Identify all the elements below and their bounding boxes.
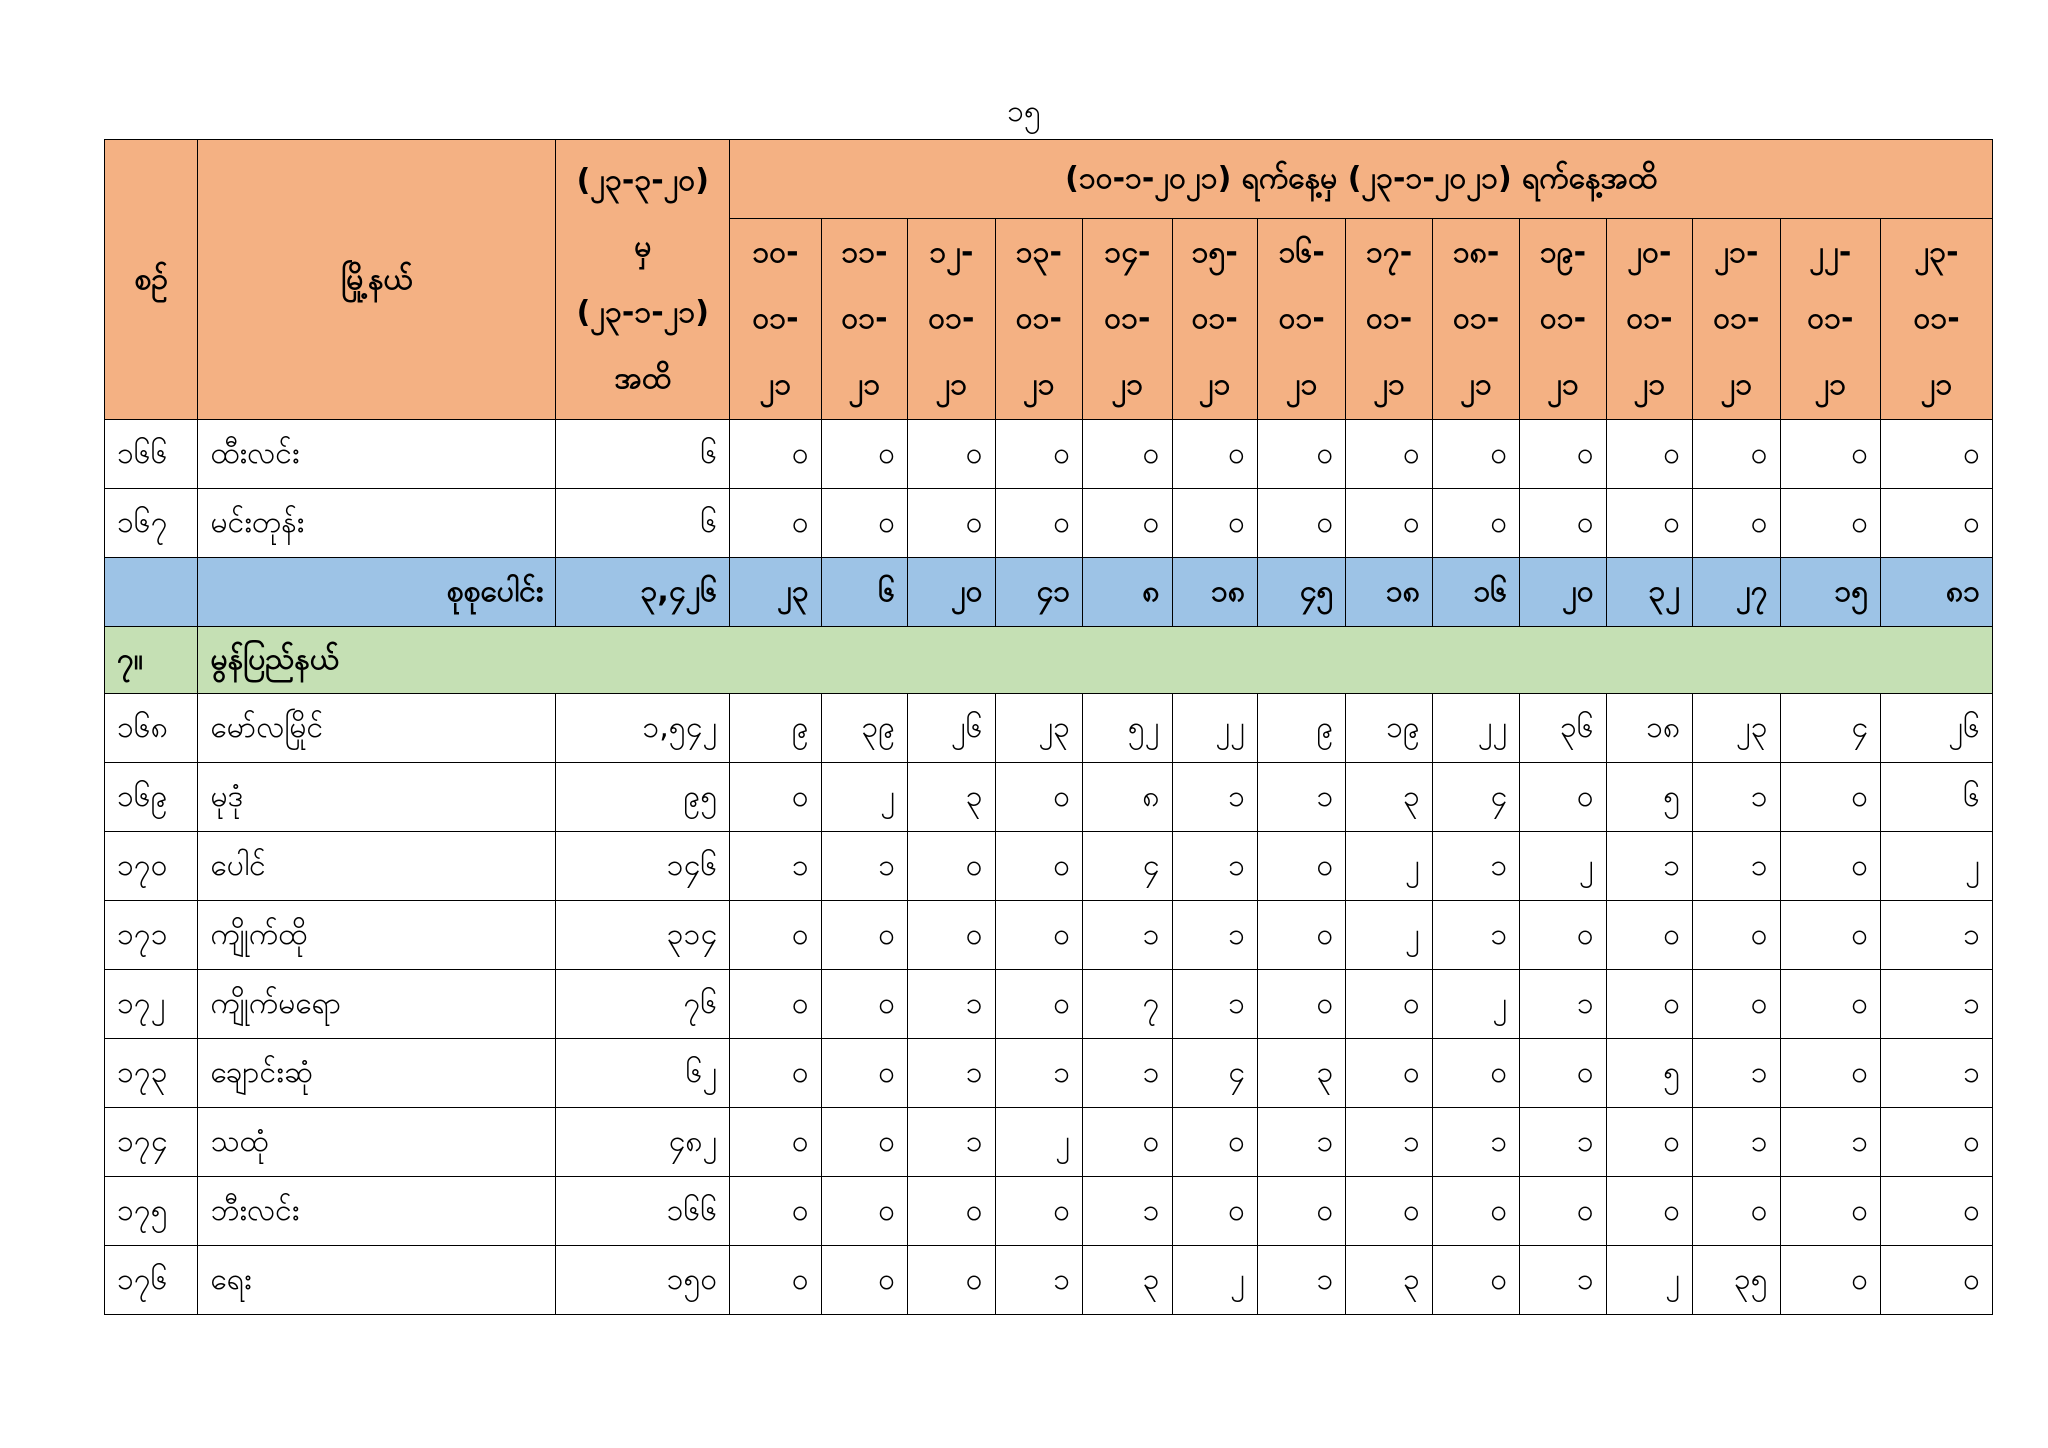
row-daily-value: ၀ — [1346, 489, 1432, 558]
row-daily-value: ၁ — [1881, 970, 1993, 1039]
header-township: မြို့နယ် — [198, 140, 556, 420]
row-daily-value: ၁ — [1780, 1108, 1881, 1177]
total-sn — [105, 558, 198, 627]
row-township: ကျိုက်မရော — [198, 970, 556, 1039]
row-daily-value: ၁ — [1083, 1039, 1172, 1108]
row-daily-value: ၀ — [1606, 901, 1692, 970]
row-township: ချောင်းဆုံ — [198, 1039, 556, 1108]
row-daily-value: ၁ — [1520, 1246, 1606, 1315]
row-daily-value: ၁၉ — [1346, 694, 1432, 763]
row-daily-value: ၀ — [1432, 489, 1519, 558]
table-row — [105, 970, 1993, 1039]
row-daily-value: ၀ — [1432, 1039, 1519, 1108]
row-daily-value: ၀ — [821, 970, 907, 1039]
row-sn: ၁၇၂ — [105, 970, 198, 1039]
row-daily-value: ၁ — [1693, 763, 1780, 832]
row-daily-value: ၀ — [908, 420, 995, 489]
row-daily-value: ၀ — [1172, 1177, 1257, 1246]
row-daily-value: ၀ — [730, 420, 821, 489]
total-daily-value: ၁၆ — [1432, 558, 1519, 627]
row-daily-value: ၀ — [1780, 832, 1881, 901]
row-daily-value: ၀ — [730, 1177, 821, 1246]
row-daily-value: ၀ — [1346, 970, 1432, 1039]
row-daily-value: ၀ — [1606, 970, 1692, 1039]
row-daily-value: ၀ — [908, 1246, 995, 1315]
row-daily-value: ၀ — [1257, 1177, 1345, 1246]
row-cumulative-total: ၇၆ — [556, 970, 730, 1039]
row-township: ဘီးလင်း — [198, 1177, 556, 1246]
row-daily-value: ၀ — [908, 832, 995, 901]
row-daily-value: ၁ — [1520, 1108, 1606, 1177]
header-date: ၁၇- ၀၁- ၂၁ — [1346, 219, 1432, 420]
row-daily-value: ၀ — [1606, 489, 1692, 558]
total-daily-value: ၄၁ — [995, 558, 1082, 627]
row-sn: ၁၆၆ — [105, 420, 198, 489]
row-daily-value: ၀ — [1257, 420, 1345, 489]
row-daily-value: ၀ — [1346, 1039, 1432, 1108]
row-daily-value: ၁ — [1432, 832, 1519, 901]
total-daily-value: ၁၅ — [1780, 558, 1881, 627]
row-daily-value: ၆ — [1881, 763, 1993, 832]
row-daily-value: ၁ — [1693, 1108, 1780, 1177]
row-cumulative-total: ၆ — [556, 420, 730, 489]
total-daily-value: ၈၁ — [1881, 558, 1993, 627]
row-daily-value: ၀ — [1780, 420, 1881, 489]
row-township: ထီးလင်း — [198, 420, 556, 489]
row-daily-value: ၀ — [730, 763, 821, 832]
row-sn: ၁၆၉ — [105, 763, 198, 832]
row-daily-value: ၀ — [1346, 420, 1432, 489]
row-township: ရေး — [198, 1246, 556, 1315]
table-row — [105, 420, 1993, 489]
table-row — [105, 1246, 1993, 1315]
header-date: ၂၂- ၀၁- ၂၁ — [1780, 219, 1881, 420]
row-daily-value: ၀ — [995, 970, 1082, 1039]
row-daily-value: ၀ — [995, 420, 1082, 489]
row-daily-value: ၀ — [995, 901, 1082, 970]
row-daily-value: ၀ — [1693, 489, 1780, 558]
row-daily-value: ၀ — [821, 1108, 907, 1177]
total-row — [105, 558, 1993, 627]
row-daily-value: ၀ — [821, 489, 907, 558]
row-sn: ၁၆၈ — [105, 694, 198, 763]
row-sn: ၁၇၄ — [105, 1108, 198, 1177]
total-daily-value: ၁၈ — [1172, 558, 1257, 627]
header-date: ၁၅- ၀၁- ၂၁ — [1172, 219, 1257, 420]
section-number: ၇။ — [105, 627, 198, 694]
row-daily-value: ၂ — [1346, 901, 1432, 970]
row-cumulative-total: ၉၅ — [556, 763, 730, 832]
total-daily-value: ၈ — [1083, 558, 1172, 627]
row-daily-value: ၁ — [1346, 1108, 1432, 1177]
header-date: ၂၀- ၀၁- ၂၁ — [1606, 219, 1692, 420]
row-daily-value: ၉ — [730, 694, 821, 763]
row-daily-value: ၀ — [995, 489, 1082, 558]
row-daily-value: ၀ — [1881, 1177, 1993, 1246]
row-daily-value: ၂ — [1432, 970, 1519, 1039]
table-row — [105, 1108, 1993, 1177]
row-daily-value: ၀ — [1780, 1039, 1881, 1108]
row-daily-value: ၀ — [908, 1177, 995, 1246]
row-daily-value: ၀ — [1606, 1177, 1692, 1246]
row-daily-value: ၅၂ — [1083, 694, 1172, 763]
row-sn: ၁၇၆ — [105, 1246, 198, 1315]
row-daily-value: ၄ — [1083, 832, 1172, 901]
header-date: ၂၁- ၀၁- ၂၁ — [1693, 219, 1780, 420]
row-daily-value: ၃၉ — [821, 694, 907, 763]
header-sn: စဉ် — [105, 140, 198, 420]
row-daily-value: ၀ — [821, 1177, 907, 1246]
header-date: ၁၉- ၀၁- ၂၁ — [1520, 219, 1606, 420]
table-row — [105, 694, 1993, 763]
total-daily-value: ၆ — [821, 558, 907, 627]
row-daily-value: ၂၆ — [1881, 694, 1993, 763]
row-daily-value: ၁ — [995, 1246, 1082, 1315]
row-daily-value: ၀ — [1780, 763, 1881, 832]
row-daily-value: ၁ — [1257, 763, 1345, 832]
row-daily-value: ၁ — [1172, 970, 1257, 1039]
header-date: ၁၂- ၀၁- ၂၁ — [908, 219, 995, 420]
row-daily-value: ၀ — [1693, 901, 1780, 970]
row-cumulative-total: ၆၂ — [556, 1039, 730, 1108]
row-daily-value: ၁ — [1172, 763, 1257, 832]
row-daily-value: ၀ — [730, 1246, 821, 1315]
row-daily-value: ၀ — [1606, 1108, 1692, 1177]
row-daily-value: ၀ — [821, 420, 907, 489]
row-daily-value: ၂ — [1520, 832, 1606, 901]
row-daily-value: ၀ — [1881, 1246, 1993, 1315]
row-daily-value: ၁ — [1257, 1108, 1345, 1177]
row-daily-value: ၀ — [730, 1108, 821, 1177]
row-daily-value: ၁ — [908, 1039, 995, 1108]
row-daily-value: ၀ — [821, 901, 907, 970]
row-daily-value: ၁ — [1881, 901, 1993, 970]
row-daily-value: ၁ — [1693, 1039, 1780, 1108]
row-daily-value: ၁ — [1172, 832, 1257, 901]
row-township: သထုံ — [198, 1108, 556, 1177]
row-daily-value: ၀ — [1432, 1177, 1519, 1246]
total-label: စုစုပေါင်း — [198, 558, 556, 627]
row-daily-value: ၀ — [1346, 1177, 1432, 1246]
row-daily-value: ၂ — [821, 763, 907, 832]
total-daily-value: ၂၀ — [1520, 558, 1606, 627]
table-row — [105, 1177, 1993, 1246]
row-cumulative-total: ၃၁၄ — [556, 901, 730, 970]
row-daily-value: ၀ — [730, 970, 821, 1039]
row-daily-value: ၀ — [1693, 970, 1780, 1039]
total-daily-value: ၂၇ — [1693, 558, 1780, 627]
row-daily-value: ၄ — [1172, 1039, 1257, 1108]
row-daily-value: ၀ — [1083, 489, 1172, 558]
row-daily-value: ၂ — [1606, 1246, 1692, 1315]
row-daily-value: ၃၅ — [1693, 1246, 1780, 1315]
row-daily-value: ၂ — [1172, 1246, 1257, 1315]
row-daily-value: ၀ — [730, 901, 821, 970]
row-daily-value: ၁ — [1432, 901, 1519, 970]
row-daily-value: ၀ — [1257, 901, 1345, 970]
row-daily-value: ၀ — [1520, 1177, 1606, 1246]
row-daily-value: ၃ — [908, 763, 995, 832]
row-daily-value: ၀ — [1881, 489, 1993, 558]
header-cumulative: (၂၃-၃-၂၀) မှ (၂၃-၁-၂၁) အထိ — [556, 140, 730, 420]
row-daily-value: ၀ — [1083, 1108, 1172, 1177]
row-daily-value: ၅ — [1606, 1039, 1692, 1108]
row-daily-value: ၀ — [1172, 489, 1257, 558]
row-cumulative-total: ၁၅၀ — [556, 1246, 730, 1315]
table-row — [105, 763, 1993, 832]
row-daily-value: ၀ — [1780, 970, 1881, 1039]
row-daily-value: ၁ — [1881, 1039, 1993, 1108]
total-daily-value: ၁၈ — [1346, 558, 1432, 627]
row-daily-value: ၀ — [730, 1039, 821, 1108]
row-daily-value: ၃ — [1083, 1246, 1172, 1315]
table-row — [105, 489, 1993, 558]
row-daily-value: ၂၃ — [995, 694, 1082, 763]
row-daily-value: ၀ — [1520, 420, 1606, 489]
row-daily-value: ၁ — [1257, 1246, 1345, 1315]
table-row — [105, 901, 1993, 970]
header-date: ၁၀- ၀၁- ၂၁ — [730, 219, 821, 420]
header-date: ၁၁- ၀၁- ၂၁ — [821, 219, 907, 420]
row-daily-value: ၀ — [1780, 901, 1881, 970]
row-daily-value: ၀ — [821, 1246, 907, 1315]
row-daily-value: ၀ — [1693, 420, 1780, 489]
row-daily-value: ၅ — [1606, 763, 1692, 832]
row-daily-value: ၀ — [1881, 420, 1993, 489]
row-daily-value: ၀ — [1520, 901, 1606, 970]
row-daily-value: ၃ — [1346, 763, 1432, 832]
row-daily-value: ၀ — [821, 1039, 907, 1108]
row-daily-value: ၀ — [1432, 1246, 1519, 1315]
section-row — [105, 627, 1993, 694]
row-daily-value: ၁ — [908, 970, 995, 1039]
row-daily-value: ၈ — [1083, 763, 1172, 832]
row-daily-value: ၀ — [1520, 489, 1606, 558]
row-sn: ၁၇၁ — [105, 901, 198, 970]
row-daily-value: ၂ — [1346, 832, 1432, 901]
table-row — [105, 1039, 1993, 1108]
page-number: ၁၅ — [1007, 94, 1041, 129]
row-daily-value: ၀ — [1083, 420, 1172, 489]
row-daily-value: ၄ — [1780, 694, 1881, 763]
row-cumulative-total: ၄၈၂ — [556, 1108, 730, 1177]
row-daily-value: ၀ — [1257, 832, 1345, 901]
total-daily-value: ၂၀ — [908, 558, 995, 627]
row-daily-value: ၀ — [1257, 489, 1345, 558]
total-daily-value: ၂၃ — [730, 558, 821, 627]
row-daily-value: ၁ — [1083, 1177, 1172, 1246]
header-date: ၁၈- ၀၁- ၂၁ — [1432, 219, 1519, 420]
row-daily-value: ၀ — [995, 832, 1082, 901]
row-daily-value: ၀ — [1172, 420, 1257, 489]
row-sn: ၁၇၃ — [105, 1039, 198, 1108]
row-daily-value: ၀ — [1520, 1039, 1606, 1108]
cases-table — [104, 139, 1993, 1315]
row-cumulative-total: ၁၄၆ — [556, 832, 730, 901]
row-daily-value: ၁၈ — [1606, 694, 1692, 763]
header-date: ၁၆- ၀၁- ၂၁ — [1257, 219, 1345, 420]
table-body — [105, 420, 1993, 1315]
table-row — [105, 832, 1993, 901]
row-daily-value: ၀ — [1693, 1177, 1780, 1246]
row-daily-value: ၀ — [995, 1177, 1082, 1246]
row-township: မုဒုံ — [198, 763, 556, 832]
row-daily-value: ၀ — [1780, 1246, 1881, 1315]
row-daily-value: ၁ — [1520, 970, 1606, 1039]
row-daily-value: ၃ — [1346, 1246, 1432, 1315]
row-daily-value: ၇ — [1083, 970, 1172, 1039]
row-daily-value: ၀ — [1172, 1108, 1257, 1177]
row-sn: ၁၇၅ — [105, 1177, 198, 1246]
row-daily-value: ၀ — [1257, 970, 1345, 1039]
row-township: ပေါင် — [198, 832, 556, 901]
row-daily-value: ၀ — [1606, 420, 1692, 489]
row-daily-value: ၀ — [1520, 763, 1606, 832]
row-daily-value: ၂၃ — [1693, 694, 1780, 763]
row-daily-value: ၁ — [730, 832, 821, 901]
row-cumulative-total: ၁၆၆ — [556, 1177, 730, 1246]
row-daily-value: ၃၆ — [1520, 694, 1606, 763]
row-daily-value: ၂ — [995, 1108, 1082, 1177]
row-daily-value: ၄ — [1432, 763, 1519, 832]
row-sn: ၁၇၀ — [105, 832, 198, 901]
total-daily-value: ၃၂ — [1606, 558, 1692, 627]
row-daily-value: ၀ — [908, 901, 995, 970]
row-township: မော်လမြိုင် — [198, 694, 556, 763]
row-daily-value: ၂၂ — [1432, 694, 1519, 763]
header-date: ၂၃- ၀၁- ၂၁ — [1881, 219, 1993, 420]
row-daily-value: ၀ — [730, 489, 821, 558]
row-township: မင်းတုန်း — [198, 489, 556, 558]
row-sn: ၁၆၇ — [105, 489, 198, 558]
row-daily-value: ၁ — [1083, 901, 1172, 970]
row-township: ကျိုက်ထို — [198, 901, 556, 970]
total-daily-value: ၄၅ — [1257, 558, 1345, 627]
header-date-range: (၁၀-၁-၂၀၂၁) ရက်နေ့မှ (၂၃-၁-၂၀၂၁) ရက်နေ့အထိ — [730, 140, 1993, 219]
row-daily-value: ၁ — [1693, 832, 1780, 901]
row-daily-value: ၉ — [1257, 694, 1345, 763]
row-cumulative-total: ၁,၅၄၂ — [556, 694, 730, 763]
row-daily-value: ၀ — [995, 763, 1082, 832]
row-daily-value: ၂၆ — [908, 694, 995, 763]
row-daily-value: ၁ — [1606, 832, 1692, 901]
section-name: မွန်ပြည်နယ် — [198, 627, 1993, 694]
row-daily-value: ၂ — [1881, 832, 1993, 901]
row-cumulative-total: ၆ — [556, 489, 730, 558]
row-daily-value: ၂၂ — [1172, 694, 1257, 763]
header-date: ၁၄- ၀၁- ၂၁ — [1083, 219, 1172, 420]
row-daily-value: ၀ — [908, 489, 995, 558]
row-daily-value: ၀ — [1881, 1108, 1993, 1177]
header-date: ၁၃- ၀၁- ၂၁ — [995, 219, 1082, 420]
row-daily-value: ၀ — [1780, 1177, 1881, 1246]
row-daily-value: ၁ — [1172, 901, 1257, 970]
row-daily-value: ၁ — [908, 1108, 995, 1177]
row-daily-value: ၀ — [1432, 420, 1519, 489]
row-daily-value: ၁ — [821, 832, 907, 901]
row-daily-value: ၁ — [1432, 1108, 1519, 1177]
total-cumulative: ၃,၄၂၆ — [556, 558, 730, 627]
row-daily-value: ၀ — [1780, 489, 1881, 558]
row-daily-value: ၃ — [1257, 1039, 1345, 1108]
row-daily-value: ၁ — [995, 1039, 1082, 1108]
